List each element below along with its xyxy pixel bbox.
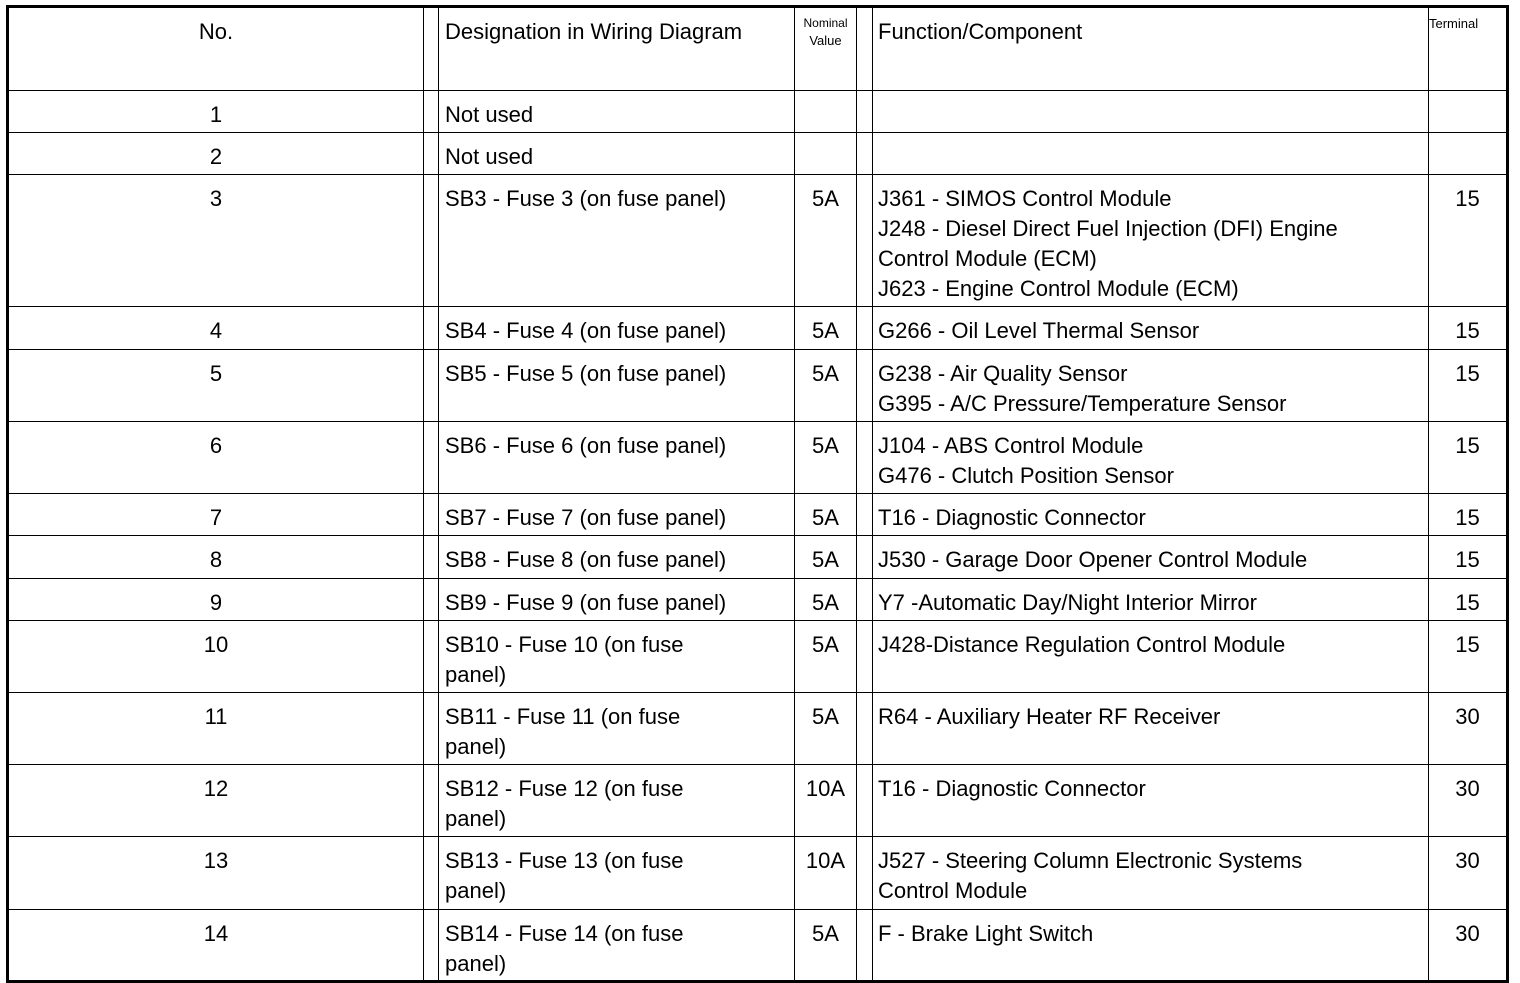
row-spacer-2: [857, 693, 873, 765]
function-line: G266 - Oil Level Thermal Sensor: [878, 318, 1200, 343]
table-row: [8, 494, 1508, 536]
row-spacer-2: [857, 307, 873, 350]
row-nominal-value: 5A: [795, 910, 857, 982]
table-row: [8, 307, 1508, 350]
designation-line: SB13 - Fuse 13 (on fuse: [445, 848, 684, 873]
row-terminal: [1429, 91, 1508, 133]
row-spacer: [424, 350, 439, 422]
row-number: 9: [8, 579, 424, 621]
row-nominal-value: 10A: [795, 765, 857, 837]
designation-line: Not used: [445, 144, 534, 169]
row-designation: [439, 350, 795, 422]
row-spacer: [424, 536, 439, 579]
designation-line: SB10 - Fuse 10 (on fuse: [445, 632, 684, 657]
function-line: T16 - Diagnostic Connector: [878, 776, 1146, 801]
header-nominal-line1: Nominal: [803, 16, 848, 30]
designation-line: SB8 - Fuse 8 (on fuse panel): [445, 547, 727, 572]
row-nominal-value: 5A: [795, 422, 857, 494]
row-designation: [439, 765, 795, 837]
row-terminal: 15: [1429, 494, 1508, 536]
function-line: Control Module: [878, 878, 1028, 903]
header-function: Function/Component: [873, 7, 1429, 91]
row-function: [873, 494, 1429, 536]
row-spacer-2: [857, 837, 873, 910]
table-row: [8, 837, 1508, 910]
function-line: J248 - Diesel Direct Fuel Injection (DFI) Engine: [878, 216, 1338, 241]
row-function: [873, 175, 1429, 307]
row-function: [873, 91, 1429, 133]
designation-line: panel): [445, 951, 507, 976]
designation-line: SB3 - Fuse 3 (on fuse panel): [445, 186, 727, 211]
row-designation: [439, 133, 795, 175]
table-row: [8, 422, 1508, 494]
row-spacer-2: [857, 350, 873, 422]
row-nominal-value: 5A: [795, 494, 857, 536]
function-line: F - Brake Light Switch: [878, 921, 1094, 946]
row-number: 11: [8, 693, 424, 765]
row-designation: [439, 91, 795, 133]
row-spacer: [424, 579, 439, 621]
designation-line: panel): [445, 662, 507, 687]
row-spacer: [424, 494, 439, 536]
row-terminal: 30: [1429, 837, 1508, 910]
header-terminal: Terminal: [1429, 7, 1508, 91]
row-nominal-value: 5A: [795, 175, 857, 307]
header-spacer-2: [857, 7, 873, 91]
designation-line: SB7 - Fuse 7 (on fuse panel): [445, 505, 727, 530]
row-number: 1: [8, 91, 424, 133]
row-designation: [439, 910, 795, 982]
row-designation: [439, 579, 795, 621]
function-line: J428-Distance Regulation Control Module: [878, 632, 1286, 657]
function-line: J527 - Steering Column Electronic Systems: [878, 848, 1303, 873]
designation-line: panel): [445, 734, 507, 759]
row-designation: [439, 494, 795, 536]
row-designation: [439, 175, 795, 307]
row-spacer-2: [857, 175, 873, 307]
row-spacer: [424, 837, 439, 910]
row-spacer-2: [857, 494, 873, 536]
row-spacer-2: [857, 910, 873, 982]
designation-line: SB9 - Fuse 9 (on fuse panel): [445, 590, 727, 615]
row-number: 4: [8, 307, 424, 350]
row-nominal-value: 5A: [795, 307, 857, 350]
row-number: 2: [8, 133, 424, 175]
row-number: 12: [8, 765, 424, 837]
row-number: 14: [8, 910, 424, 982]
row-number: 10: [8, 621, 424, 693]
table-row: [8, 579, 1508, 621]
row-spacer: [424, 910, 439, 982]
designation-line: panel): [445, 806, 507, 831]
row-nominal-value: 5A: [795, 621, 857, 693]
table-body: [8, 7, 1508, 982]
row-terminal: 15: [1429, 422, 1508, 494]
row-spacer: [424, 621, 439, 693]
function-line: G476 - Clutch Position Sensor: [878, 463, 1174, 488]
row-function: [873, 579, 1429, 621]
row-function: [873, 693, 1429, 765]
row-nominal-value: 5A: [795, 693, 857, 765]
row-spacer-2: [857, 536, 873, 579]
row-terminal: 30: [1429, 910, 1508, 982]
row-function: [873, 350, 1429, 422]
row-number: 3: [8, 175, 424, 307]
designation-line: SB4 - Fuse 4 (on fuse panel): [445, 318, 727, 343]
table-row: [8, 693, 1508, 765]
row-spacer: [424, 133, 439, 175]
row-number: 7: [8, 494, 424, 536]
row-nominal-value: 5A: [795, 536, 857, 579]
row-spacer: [424, 307, 439, 350]
row-number: 8: [8, 536, 424, 579]
function-line: R64 - Auxiliary Heater RF Receiver: [878, 704, 1221, 729]
row-nominal-value: 5A: [795, 350, 857, 422]
function-line: Y7 -Automatic Day/Night Interior Mirror: [878, 590, 1257, 615]
row-terminal: 30: [1429, 693, 1508, 765]
row-number: 6: [8, 422, 424, 494]
fuse-table: [6, 5, 1509, 983]
row-number: 5: [8, 350, 424, 422]
designation-line: Not used: [445, 102, 534, 127]
function-line: G238 - Air Quality Sensor: [878, 361, 1128, 386]
function-line: G395 - A/C Pressure/Temperature Sensor: [878, 391, 1287, 416]
function-line: J623 - Engine Control Module (ECM): [878, 276, 1239, 301]
row-terminal: [1429, 133, 1508, 175]
row-spacer-2: [857, 422, 873, 494]
row-nominal-value: [795, 91, 857, 133]
row-spacer: [424, 175, 439, 307]
row-function: [873, 536, 1429, 579]
row-spacer: [424, 422, 439, 494]
row-function: [873, 133, 1429, 175]
designation-line: SB6 - Fuse 6 (on fuse panel): [445, 433, 727, 458]
designation-line: SB12 - Fuse 12 (on fuse: [445, 776, 684, 801]
row-spacer-2: [857, 621, 873, 693]
row-designation: [439, 621, 795, 693]
designation-line: SB5 - Fuse 5 (on fuse panel): [445, 361, 727, 386]
row-terminal: 15: [1429, 307, 1508, 350]
function-line: Control Module (ECM): [878, 246, 1097, 271]
header-nominal-value: [795, 7, 857, 91]
header-spacer: [424, 7, 439, 91]
row-nominal-value: 10A: [795, 837, 857, 910]
header-row: [8, 7, 1508, 91]
header-no: No.: [8, 7, 424, 91]
row-function: [873, 765, 1429, 837]
row-designation: [439, 307, 795, 350]
row-function: [873, 910, 1429, 982]
table-row: [8, 133, 1508, 175]
row-spacer-2: [857, 133, 873, 175]
table-row: [8, 621, 1508, 693]
row-terminal: 30: [1429, 765, 1508, 837]
table-row: [8, 91, 1508, 133]
row-terminal: 15: [1429, 536, 1508, 579]
row-function: [873, 422, 1429, 494]
row-function: [873, 307, 1429, 350]
table-row: [8, 910, 1508, 982]
row-function: [873, 621, 1429, 693]
row-spacer-2: [857, 765, 873, 837]
table-row: [8, 350, 1508, 422]
row-designation: [439, 693, 795, 765]
row-designation: [439, 536, 795, 579]
row-spacer: [424, 91, 439, 133]
designation-line: panel): [445, 878, 507, 903]
row-terminal: 15: [1429, 621, 1508, 693]
row-nominal-value: [795, 133, 857, 175]
table-row: [8, 175, 1508, 307]
row-terminal: 15: [1429, 175, 1508, 307]
row-function: [873, 837, 1429, 910]
row-terminal: 15: [1429, 350, 1508, 422]
row-terminal: 15: [1429, 579, 1508, 621]
row-spacer: [424, 765, 439, 837]
designation-line: SB14 - Fuse 14 (on fuse: [445, 921, 684, 946]
table-row: [8, 765, 1508, 837]
function-line: J530 - Garage Door Opener Control Module: [878, 547, 1308, 572]
row-nominal-value: 5A: [795, 579, 857, 621]
designation-line: SB11 - Fuse 11 (on fuse: [445, 704, 681, 729]
table-row: [8, 536, 1508, 579]
function-line: J104 - ABS Control Module: [878, 433, 1144, 458]
row-spacer-2: [857, 579, 873, 621]
row-designation: [439, 837, 795, 910]
row-spacer: [424, 693, 439, 765]
function-line: J361 - SIMOS Control Module: [878, 186, 1172, 211]
row-spacer-2: [857, 91, 873, 133]
row-designation: [439, 422, 795, 494]
header-nominal-line2: Value: [809, 33, 842, 48]
header-designation: Designation in Wiring Diagram: [439, 7, 795, 91]
row-number: 13: [8, 837, 424, 910]
function-line: T16 - Diagnostic Connector: [878, 505, 1146, 530]
